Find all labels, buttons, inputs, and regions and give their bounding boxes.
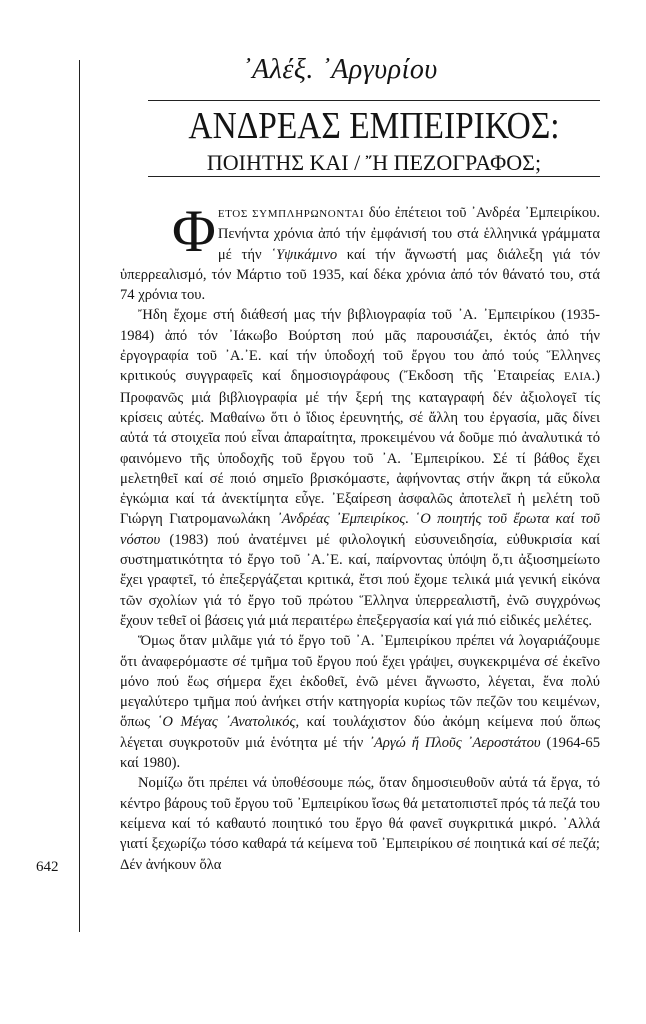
book-title: ᾿Αργώ ἤ Πλοῦς ᾿Αεροστάτου <box>369 734 541 751</box>
author-name: ᾿Αλέξ. ᾿Αργυρίου <box>242 54 438 85</box>
paragraph-2 <box>120 305 600 631</box>
paragraph-4 <box>120 773 600 874</box>
paragraph-3 <box>120 631 600 773</box>
paragraph-text: Ἤδη ἔχομε στή διάθεσή μας τήν βιβλιογραφία τοῦ ᾿Α. ᾿Εμπειρίκου (1935-1984) ἀπό τόν ᾿Ιάκωβο Βούρτση πού μᾶς παρουσιάζει, ἐκτός ἀπό τήν ἐργογραφία τοῦ ᾿Α.᾿Ε. καί τήν ὑποδοχή τοῦ ἔργου του ἀπό τούς Ἕλληνες κριτικούς συγγραφεῖς καί δημοσιογράφους (Ἔκδοση τῆς ῾Εταιρείας <box>120 307 600 385</box>
paragraph-text: καί τήν ἄγνωστή μας διάλεξη γιά τόν ὑπερρεαλισμό, τόν Μάρτιο τοῦ 1935, καί δέκα χρόνια ἀπό τόν θάνατό του, στά 74 χρόνια του. <box>120 246 600 304</box>
paragraph-text: , καί τουλάχιστον δύο ἀκόμη κείμενα πού ὅπως λέγεται συγκροτοῦν μιά ἑνότητα μέ τήν <box>120 714 600 751</box>
article-title: ΑΝΔΡΕΑΣ ΕΜΠΕΙΡΙΚΟΣ: <box>188 105 560 147</box>
article-subtitle: ΠΟΙΗΤΗΣ ΚΑΙ / Ἤ ΠΕΖΟΓΡΑΦΟΣ; <box>206 150 542 175</box>
book-title: ῾Ο Μέγας ᾿Ανατολικός <box>157 714 296 731</box>
page-number: 642 <box>36 859 59 875</box>
paragraph-text: Νομίζω ὅτι πρέπει νά ὑποθέσουμε πώς, ὅταν δημοσιευθοῦν αὐτά τά ἔργα, τό κέντρο βάρους τοῦ ἔργου τοῦ ᾿Εμπειρίκου ἴσως θά μετατοπιστεῖ πρός τά πεζά του κείμενα καί τό καθαυτό ποιητικό του ἔργο θά φανεῖ συγκριτικά μικρό. ᾿Αλλά γιατί ξεχωρίζω τόσο καθαρά τά κείμενα τοῦ ᾿Εμπειρίκου σέ ποιητικά καί σέ πεζά; Δέν ἀνήκουν ὅλα <box>120 775 600 873</box>
book-title: ᾿Ανδρέας ᾿Εμπειρίκος. ῾Ο ποιητής τοῦ ἔρωτα καί τοῦ νόστου <box>120 511 600 548</box>
book-title: ῾Υψικάμινο <box>271 246 338 263</box>
title-rule-top <box>148 100 600 101</box>
small-caps-text: ΕΛΙΑ <box>563 371 592 384</box>
paragraph-1 <box>120 198 601 305</box>
margin-rule <box>79 60 80 932</box>
paragraph-text: (1983) πού ἀνατέμνει μέ φιλολογική εὐσυνειδησία, εὐθυκρισία καί συστηματικότητα τό ἔργο τοῦ ᾿Α.᾿Ε. καί, παίρνοντας ὑπόψη ὅ,τι ἀξιοσημείωτο ἔχει γραφτεῖ, τό ἐπεξεργάζεται κριτικά, ἔτσι πού ἔχομε τελικά μιά γενική εἰκόνα τῶν σχολίων γιά τό ἔργο τοῦ πρώτου Ἕλληνα ὑπερρεαλιστῆ, ἐνῶ συγχρόνως ἔχουν τεθεῖ οἱ βάσεις γιά μιά περαιτέρω ἐπεξεργασία καί γιά πιό εἰδικές μελέτες. <box>120 531 600 629</box>
paragraph-text: (1964-65 καί 1980). <box>120 734 600 772</box>
article-body <box>120 198 601 875</box>
paragraph-text: Ὅμως ὅταν μιλᾶμε γιά τό ἔργο τοῦ ᾿Α. ᾿Εμπειρίκου πρέπει νά λογαριάζουμε ὅτι ἀναφερόμαστε σέ τμῆμα τοῦ ἔργου πού ἔχει γράψει, συγκεκριμένα σέ ἐκεῖνο μόνο πού ἕως σήμερα ἔχει ἐκδοθεῖ, ἐνῶ μένει ἄγνωστο, λέγεται, ἕνα πολύ μεγαλύτερο τμῆμα πού ἀνήκει στήν κατηγορία κυρίως τῶν πεζῶν του κειμένων, ὅπως <box>120 633 600 731</box>
paragraph-text: .) Προφανῶς μιά βιβλιογραφία μέ τήν ξερή της καταγραφή δέν ἀξιολογεῖ τίς κρίσεις αὐτές. Μαθαίνω ὅτι ὁ ἴδιος ἐρευνητής, σέ ἄλλη του ἐργασία, μᾶς δίνει αὐτά τά στοιχεῖα πού εἶναι ἀπαραίτητα, προκειμένου νά δοῦμε πιό ἀναλυτικά τό φαινόμενο τῆς ὑποδοχῆς τοῦ ἔργου τοῦ ᾿Α. ᾿Εμπειρίκου. Σέ τί βάθος ἔχει μελετηθεῖ καί σέ ποιό σημεῖο βρισκόμαστε, ἀφήνοντας στήν ἄκρη τά εὔκολα ἐγκώμια καί τά ἀνεκτίμητα εὖγε. ᾿Εξαίρεση ἀσφαλῶς ἀποτελεῖ ἡ μελέτη τοῦ Γιώργη Γιατρομανωλάκη <box>120 368 600 528</box>
small-caps-opening: ΕΤΟΣ ΣΥΜΠΛΗΡΩΝΟΝΤΑΙ <box>217 208 365 220</box>
paragraph-text: δύο ἐπέτειοι τοῦ ᾿Ανδρέα ᾿Εμπειρίκου. Πενήντα χρόνια ἀπό τήν ἐμφάνισή του στά ἑλληνικά γράμματα μέ τήν <box>217 205 601 263</box>
title-rule-bottom <box>148 176 600 177</box>
drop-cap: Φ <box>172 198 216 264</box>
